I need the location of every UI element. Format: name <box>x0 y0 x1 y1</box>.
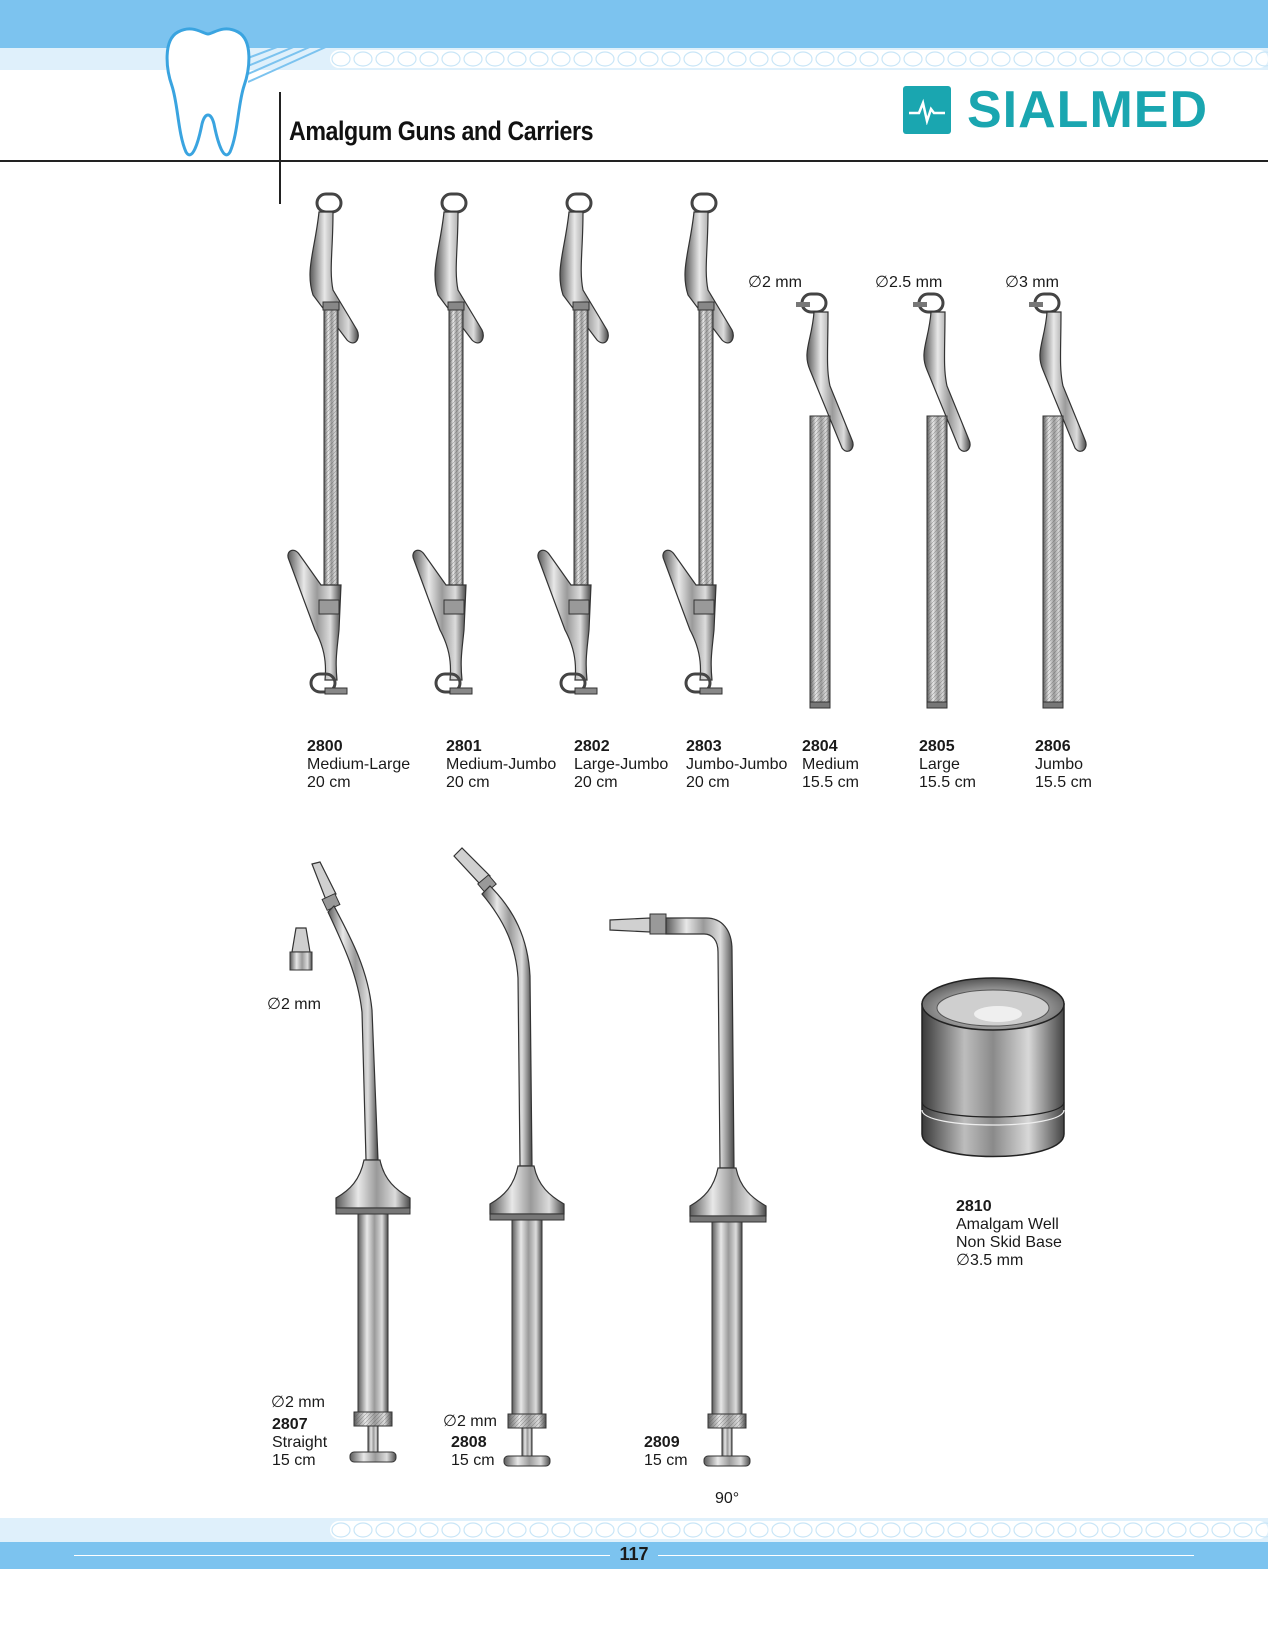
hatch-decoration <box>248 46 338 86</box>
product-code: 2808 <box>451 1434 487 1451</box>
product-size: 20 cm <box>446 774 490 791</box>
product-name: Medium-Jumbo <box>446 756 557 773</box>
carrier-label-2802 <box>574 738 668 792</box>
ring-pattern <box>330 1521 1268 1539</box>
page-title: Amalgum Guns and Carriers <box>289 116 594 146</box>
product-size: 20 cm <box>307 774 351 791</box>
heartbeat-icon <box>903 86 951 134</box>
amalgam-well-image <box>918 974 1068 1174</box>
product-size: 20 cm <box>574 774 618 791</box>
carrier-image-2806 <box>1029 290 1119 730</box>
carrier-label-2805 <box>919 738 976 792</box>
product-name: Medium <box>802 756 859 773</box>
product-diameter: ∅3.5 mm <box>956 1252 1024 1269</box>
carrier-label-2801 <box>446 738 556 792</box>
carrier-image-2800 <box>285 190 385 730</box>
carrier-image-2803 <box>660 190 760 730</box>
well-label-2810 <box>956 1198 1062 1270</box>
product-code: 2802 <box>574 738 610 755</box>
product-code: 2803 <box>686 738 722 755</box>
product-size: 15.5 cm <box>919 774 976 791</box>
gun-label-2809 <box>644 1434 688 1470</box>
product-code: 2806 <box>1035 738 1071 755</box>
carrier-label-2806 <box>1035 738 1092 792</box>
product-code: 2810 <box>956 1198 992 1215</box>
gun-label-2808 <box>451 1434 495 1470</box>
gun-image-2809 <box>606 906 786 1480</box>
ring-pattern <box>330 50 1268 68</box>
product-size: 15.5 cm <box>1035 774 1092 791</box>
gun-image-2807 <box>300 860 430 1480</box>
product-base: Non Skid Base <box>956 1234 1062 1251</box>
gun-label-2807 <box>272 1416 327 1470</box>
carrier-image-2802 <box>535 190 635 730</box>
product-size: 15 cm <box>644 1452 688 1469</box>
gun-tip-image-2807 <box>286 926 316 974</box>
product-name: Jumbo <box>1035 756 1084 773</box>
gun-image-2808 <box>448 846 578 1480</box>
product-name: Straight <box>272 1434 328 1451</box>
carrier-image-2804 <box>796 290 886 730</box>
carrier-image-2801 <box>410 190 510 730</box>
product-code: 2800 <box>307 738 343 755</box>
carrier-2804-diameter: ∅2 mm <box>748 274 802 291</box>
gun-2807-diameter: ∅2 mm <box>271 1394 325 1411</box>
carrier-image-2805 <box>913 290 1003 730</box>
product-code: 2805 <box>919 738 955 755</box>
product-code: 2804 <box>802 738 838 755</box>
product-name: Large <box>919 756 960 773</box>
tooth-icon <box>158 24 258 159</box>
page-number: 117 <box>610 1544 658 1565</box>
product-code: 2801 <box>446 738 482 755</box>
brand-logo <box>903 81 1208 139</box>
product-size: 15 cm <box>451 1452 495 1469</box>
product-name: Jumbo-Jumbo <box>686 756 788 773</box>
carrier-2805-diameter: ∅2.5 mm <box>875 274 943 291</box>
product-size: 20 cm <box>686 774 730 791</box>
carrier-label-2804 <box>802 738 859 792</box>
carrier-2806-diameter: ∅3 mm <box>1005 274 1059 291</box>
carrier-label-2800 <box>307 738 410 792</box>
brand-name: SIALMED <box>967 81 1208 139</box>
product-code: 2809 <box>644 1434 680 1451</box>
product-name: Amalgam Well <box>956 1216 1059 1233</box>
header-vertical-rule <box>279 92 281 204</box>
header-rule <box>0 160 1268 162</box>
gun-2808-diameter: ∅2 mm <box>443 1413 497 1430</box>
product-size: 15 cm <box>272 1452 316 1469</box>
product-size: 15.5 cm <box>802 774 859 791</box>
gun-2809-angle: 90° <box>715 1490 740 1507</box>
gun-tip-2807-diameter: ∅2 mm <box>267 996 321 1013</box>
product-name: Medium-Large <box>307 756 411 773</box>
carrier-label-2803 <box>686 738 787 792</box>
product-name: Large-Jumbo <box>574 756 669 773</box>
product-code: 2807 <box>272 1416 308 1433</box>
